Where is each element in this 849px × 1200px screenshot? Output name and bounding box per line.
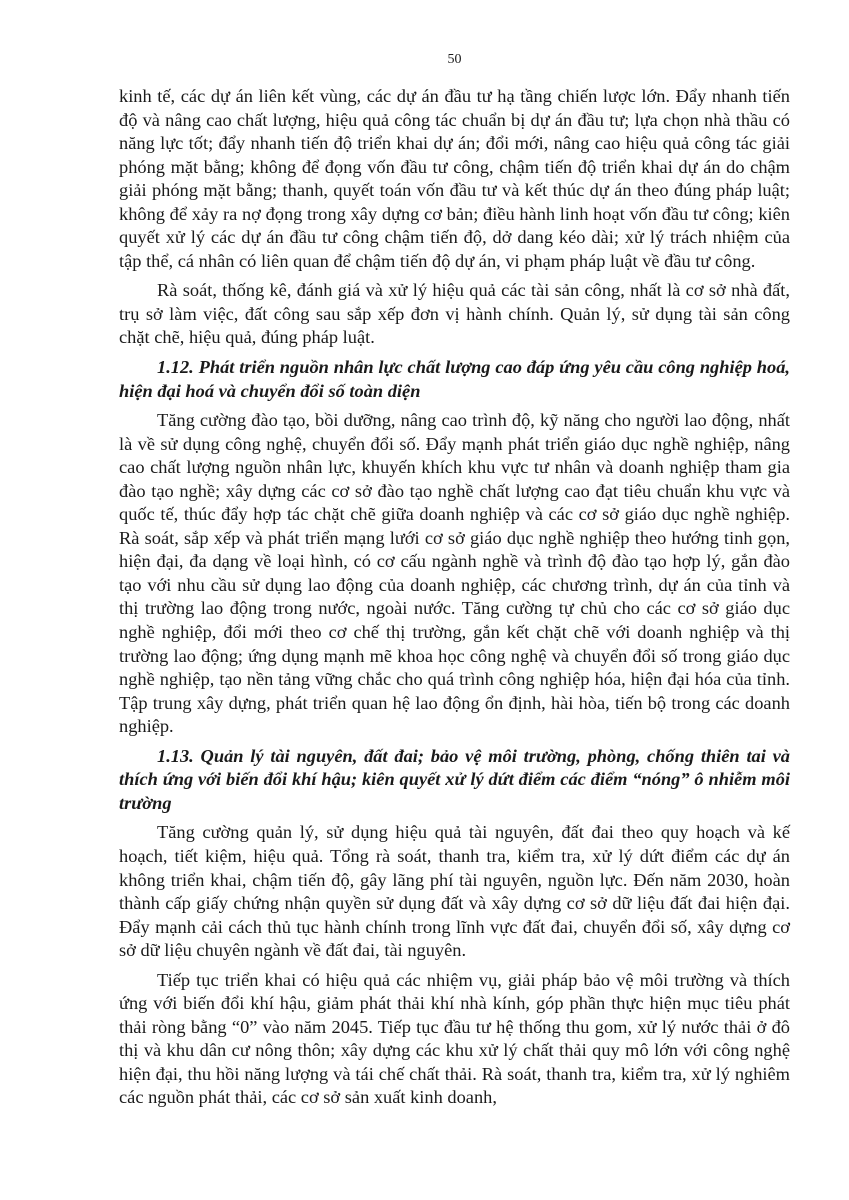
section-heading-1-12: 1.12. Phát triển nguồn nhân lực chất lượng cao đáp ứng yêu cầu công nghiệp hoá, hiện đại hoá và chuyển đổi số toàn diện [119,357,790,401]
paragraph-human-resources: Tăng cường đào tạo, bồi dưỡng, nâng cao trình độ, kỹ năng cho người lao động, nhất là về sử dụng công nghệ, chuyển đổi số. Đẩy mạnh phát triển giáo dục nghề nghiệp, nâng cao chất lượng nguồn nhân lực, khuyến khích khu vực tư nhân và doanh nghiệp tham gia đào tạo nghề; xây dựng các cơ sở đào tạo nghề chất lượng cao đạt tiêu chuẩn khu vực và quốc tế, thúc đẩy hợp tác chặt chẽ giữa doanh nghiệp và các cơ sở giáo dục nghề nghiệp. Rà soát, sắp xếp và phát triển mạng lưới cơ sở giáo dục nghề nghiệp theo hướng tinh gọn, hiện đại, đa dạng về loại hình, có cơ cấu ngành nghề và trình độ đào tạo hợp lý, gắn đào tạo với nhu cầu sử dụng lao động của doanh nghiệp, các chương trình, dự án của tỉnh và thị trường lao động trong nước, ngoài nước. Tăng cường tự chủ cho các cơ sở giáo dục nghề nghiệp, đổi mới theo cơ chế thị trường, gắn kết chặt chẽ với doanh nghiệp và thị trường lao động; ứng dụng mạnh mẽ khoa học công nghệ và chuyển đổi số trong giáo dục nghề nghiệp, tạo nền tảng vững chắc cho quá trình công nghiệp hóa, hiện đại hóa của tỉnh. Tập trung xây dựng, phát triển quan hệ lao động ổn định, hài hòa, tiến bộ trong các doanh nghiệp. [119,410,790,737]
paragraph-environment: Tiếp tục triển khai có hiệu quả các nhiệm vụ, giải pháp bảo vệ môi trường và thích ứng với biến đổi khí hậu, giảm phát thải khí nhà kính, góp phần thực hiện mục tiêu phát thải ròng bằng “0” vào năm 2045. Tiếp tục đầu tư hệ thống thu gom, xử lý nước thải ở đô thị và khu dân cư nông thôn; xây dựng các khu xử lý chất thải quy mô lớn với công nghệ hiện đại, thu hồi năng lượng và tái chế chất thải. Rà soát, thanh tra, kiểm tra, xử lý nghiêm các nguồn phát thải, các cơ sở sản xuất kinh doanh, [119,969,790,1108]
paragraph-public-assets: Rà soát, thống kê, đánh giá và xử lý hiệu quả các tài sản công, nhất là cơ sở nhà đất, trụ sở làm việc, đất công sau sắp xếp đơn vị hành chính. Quản lý, sử dụng tài sản công chặt chẽ, hiệu quả, đúng pháp luật. [119,280,790,348]
page-number: 50 [447,52,462,67]
paragraph-continued: kinh tế, các dự án liên kết vùng, các dự án đầu tư hạ tầng chiến lược lớn. Đẩy nhanh tiến độ và nâng cao chất lượng, hiệu quả công tác chuẩn bị dự án đầu tư; lựa chọn nhà thầu có năng lực tốt; đẩy nhanh tiến độ triển khai dự án; đổi mới, nâng cao hiệu quả công tác giải phóng mặt bằng; không để đọng vốn đầu tư công, chậm tiến độ triển khai dự án do chậm giải phóng mặt bằng; thanh, quyết toán vốn đầu tư và kết thúc dự án theo đúng pháp luật; không để xảy ra nợ đọng trong xây dựng cơ bản; điều hành linh hoạt vốn đầu tư công; kiên quyết xử lý các dự án đầu tư công chậm tiến độ, dở dang kéo dài; xử lý trách nhiệm của tập thể, cá nhân có liên quan để chậm tiến độ dự án, vi phạm pháp luật về đầu tư công. [119,86,790,271]
document-body [119,85,790,1116]
paragraph-land-management: Tăng cường quản lý, sử dụng hiệu quả tài nguyên, đất đai theo quy hoạch và kế hoạch, tiết kiệm, hiệu quả. Tổng rà soát, thanh tra, kiểm tra, xử lý dứt điểm các dự án không triển khai, chậm tiến độ, gây lãng phí tài nguyên, nguồn lực. Đến năm 2030, hoàn thành cấp giấy chứng nhận quyền sử dụng đất và xây dựng cơ sở dữ liệu đất đai hiện đại. Đẩy mạnh cải cách thủ tục hành chính trong lĩnh vực đất đai, chuyển đổi số, xây dựng cơ sở dữ liệu chuyên ngành về đất đai, tài nguyên. [119,822,790,961]
section-heading-1-13: 1.13. Quản lý tài nguyên, đất đai; bảo vệ môi trường, phòng, chống thiên tai và thích ứng với biến đổi khí hậu; kiên quyết xử lý dứt điểm các điểm “nóng” ô nhiễm môi trường [119,745,790,813]
